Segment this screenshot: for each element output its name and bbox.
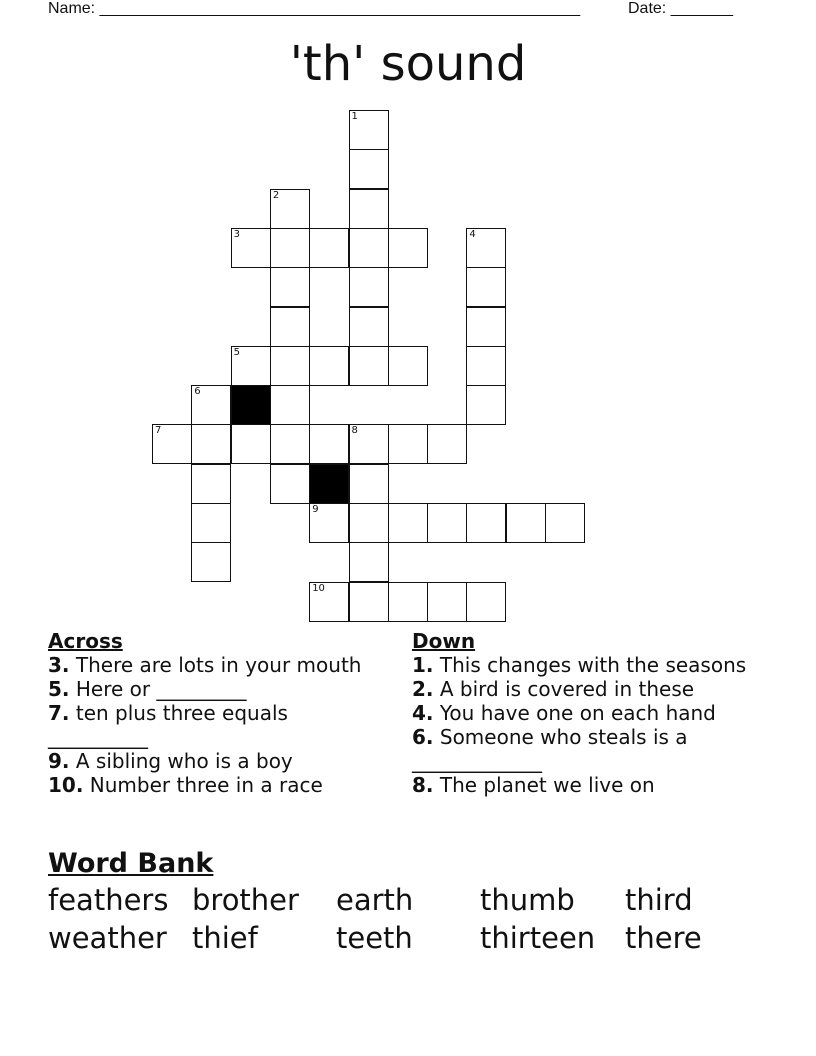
grid-cell[interactable] bbox=[270, 228, 310, 268]
grid-cell[interactable] bbox=[349, 228, 389, 268]
across-clue bbox=[48, 773, 388, 797]
clue-number: 4 bbox=[469, 228, 476, 240]
clue-number: 8 bbox=[351, 425, 358, 437]
grid-cell[interactable] bbox=[466, 267, 506, 307]
clue-text: A bird is covered in these bbox=[433, 677, 695, 701]
date-field-label: Date: _______ bbox=[628, 0, 733, 17]
grid-cell[interactable] bbox=[427, 424, 467, 464]
grid-cell[interactable] bbox=[388, 503, 428, 543]
word-bank-word: earth bbox=[336, 883, 414, 917]
clue-number: 3 bbox=[233, 228, 240, 240]
grid-cell[interactable] bbox=[270, 189, 310, 229]
grid-cell[interactable] bbox=[349, 110, 389, 150]
word-bank-word: thirteen bbox=[480, 921, 596, 955]
grid-cell[interactable] bbox=[466, 228, 506, 268]
grid-cell[interactable] bbox=[349, 542, 389, 582]
clue-number-label: 1. bbox=[412, 653, 434, 677]
clue-text: Number three in a race bbox=[83, 773, 323, 797]
grid-cell[interactable] bbox=[152, 424, 192, 464]
name-field-label: Name: ______________________________________________________ bbox=[48, 0, 581, 17]
across-clue bbox=[48, 701, 388, 749]
grid-cell[interactable] bbox=[309, 503, 349, 543]
grid-cell[interactable] bbox=[309, 582, 349, 622]
clue-number: 2 bbox=[272, 189, 280, 201]
word-bank-word: third bbox=[625, 883, 693, 917]
grid-cell[interactable] bbox=[309, 424, 349, 464]
clue-number: 7 bbox=[155, 425, 162, 437]
grid-cell[interactable] bbox=[231, 424, 271, 464]
down-heading: Down bbox=[412, 629, 476, 653]
grid-cell[interactable] bbox=[231, 346, 271, 386]
down-clue bbox=[412, 773, 752, 797]
down-clue bbox=[412, 701, 752, 725]
grid-block-cell bbox=[309, 464, 349, 504]
word-bank-word: there bbox=[625, 921, 702, 955]
grid-cell[interactable] bbox=[270, 346, 310, 386]
clue-number-label: 10. bbox=[48, 773, 84, 797]
grid-cell[interactable] bbox=[349, 503, 389, 543]
grid-cell[interactable] bbox=[349, 307, 389, 347]
down-clues bbox=[412, 629, 752, 797]
clue-number-label: 2. bbox=[412, 677, 434, 701]
grid-cell[interactable] bbox=[466, 385, 506, 425]
grid-cell[interactable] bbox=[231, 228, 271, 268]
clue-text: ten plus three equals __________ bbox=[48, 701, 288, 749]
across-clues bbox=[48, 629, 388, 797]
clue-text: The planet we live on bbox=[433, 773, 655, 797]
grid-cell[interactable] bbox=[466, 503, 506, 543]
clue-text: You have one on each hand bbox=[433, 701, 716, 725]
grid-cell[interactable] bbox=[270, 385, 310, 425]
word-bank-title: Word Bank bbox=[48, 848, 214, 879]
grid-cell[interactable] bbox=[349, 149, 389, 189]
word-bank-word: thief bbox=[192, 921, 258, 955]
word-bank-word: weather bbox=[48, 921, 167, 955]
grid-cell[interactable] bbox=[545, 503, 585, 543]
grid-cell[interactable] bbox=[270, 464, 310, 504]
grid-cell[interactable] bbox=[191, 464, 231, 504]
down-clue bbox=[412, 725, 752, 773]
page-title: 'th' sound bbox=[289, 36, 527, 92]
across-heading: Across bbox=[48, 629, 123, 653]
word-bank-word: brother bbox=[192, 883, 299, 917]
clue-text: Here or _________ bbox=[69, 677, 247, 701]
grid-cell[interactable] bbox=[191, 503, 231, 543]
grid-cell[interactable] bbox=[427, 503, 467, 543]
grid-cell[interactable] bbox=[388, 582, 428, 622]
clue-number: 6 bbox=[194, 386, 201, 398]
down-clue-list bbox=[412, 653, 752, 797]
across-clue bbox=[48, 749, 388, 773]
clue-text: Someone who steals is a _____________ bbox=[412, 725, 688, 773]
word-bank-word: feathers bbox=[48, 883, 169, 917]
grid-block-cell bbox=[231, 385, 271, 425]
word-bank-word: teeth bbox=[336, 921, 413, 955]
grid-cell[interactable] bbox=[466, 307, 506, 347]
grid-cell[interactable] bbox=[191, 385, 231, 425]
grid-cell[interactable] bbox=[270, 424, 310, 464]
grid-cell[interactable] bbox=[466, 346, 506, 386]
grid-cell[interactable] bbox=[349, 346, 389, 386]
clue-number: 9 bbox=[312, 504, 319, 515]
grid-cell[interactable] bbox=[349, 464, 389, 504]
grid-cell[interactable] bbox=[349, 424, 389, 464]
clue-number: 10 bbox=[312, 582, 325, 594]
grid-cell[interactable] bbox=[427, 582, 467, 622]
grid-cell[interactable] bbox=[349, 582, 389, 622]
across-clue-list bbox=[48, 653, 388, 797]
clue-number-label: 8. bbox=[412, 773, 434, 797]
clue-number-label: 4. bbox=[412, 701, 434, 725]
clue-text: This changes with the seasons bbox=[433, 653, 747, 677]
clue-number-label: 3. bbox=[48, 653, 70, 677]
clue-number: 1 bbox=[351, 111, 358, 122]
grid-cell[interactable] bbox=[506, 503, 546, 543]
grid-cell[interactable] bbox=[309, 346, 349, 386]
clue-number-label: 6. bbox=[412, 725, 434, 749]
grid-cell[interactable] bbox=[349, 267, 389, 307]
grid-cell[interactable] bbox=[270, 267, 310, 307]
grid-cell[interactable] bbox=[309, 228, 349, 268]
across-clue bbox=[48, 677, 388, 701]
across-clue bbox=[48, 653, 388, 677]
down-clue bbox=[412, 677, 752, 701]
clue-text: A sibling who is a boy bbox=[69, 749, 293, 773]
grid-cell[interactable] bbox=[466, 582, 506, 622]
grid-cell[interactable] bbox=[349, 189, 389, 229]
grid-cell[interactable] bbox=[191, 542, 231, 582]
grid-cell[interactable] bbox=[270, 307, 310, 347]
clue-number-label: 5. bbox=[48, 677, 70, 701]
word-bank-word: thumb bbox=[480, 883, 575, 917]
grid-cell[interactable] bbox=[191, 424, 231, 464]
clue-text: There are lots in your mouth bbox=[69, 653, 362, 677]
grid-cell[interactable] bbox=[388, 346, 428, 386]
down-clue bbox=[412, 653, 752, 677]
clue-number-label: 7. bbox=[48, 701, 70, 725]
grid-cell[interactable] bbox=[388, 228, 428, 268]
grid-cell[interactable] bbox=[388, 424, 428, 464]
clue-number-label: 9. bbox=[48, 749, 70, 773]
clue-number: 5 bbox=[233, 346, 240, 358]
